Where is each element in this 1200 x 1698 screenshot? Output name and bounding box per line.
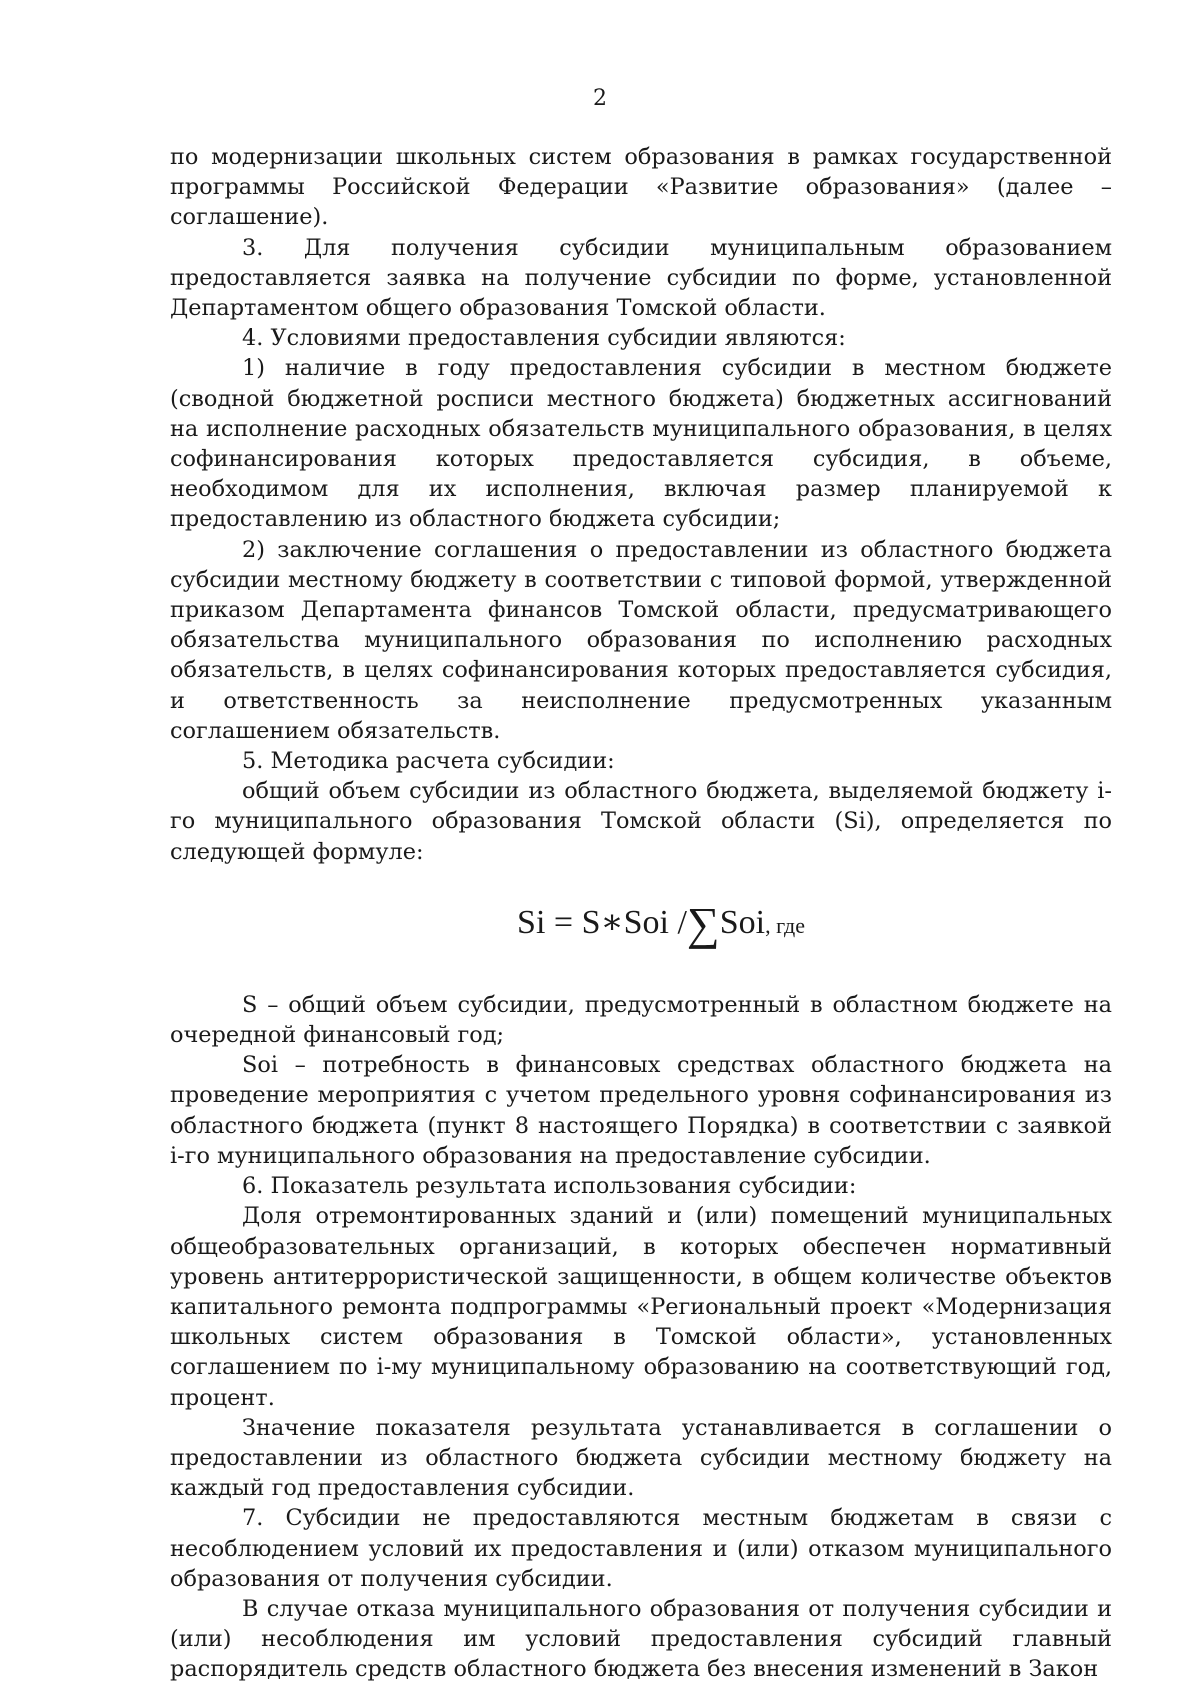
- formula-where-suffix: , где: [765, 912, 805, 938]
- page-number: 2: [593, 86, 607, 111]
- formula-si: Si: [517, 903, 546, 941]
- paragraph-p9: Soi – потребность в финансовых средствах областного бюджета на проведение мероприятия с учетом предельного уровня софинансирования из областного бюджета (пункт 8 настоящего Порядка) в соответствии с заявкой i-го муниципального образования на предоставление субсидии.: [170, 1052, 1112, 1169]
- paragraph-p11: Доля отремонтированных зданий и (или) помещений муниципальных общеобразовательных организаций, в которых обеспечен нормативный уровень антитеррористической защищенности, в общем количестве объектов капитального ремонта подпрограммы «Региональный проект «Модернизация школьных систем образования в Томской области», установленных соглашением по i-му муниципальному образованию на соответствующий год, процент.: [170, 1203, 1112, 1411]
- paragraph-p7: общий объем субсидии из областного бюджета, выделяемой бюджету i-го муниципального образования Томской области (Si), определяется по следующей формуле:: [170, 778, 1112, 865]
- paragraph-p2: 3. Для получения субсидии муниципальным образованием предоставляется заявка на получение субсидии по форме, установленной Департаментом общего образования Томской области.: [170, 234, 1112, 322]
- formula-slash: /: [677, 903, 687, 941]
- paragraph-p8: S – общий объем субсидии, предусмотренный в областном бюджете на очередной финансовый год;: [170, 991, 1112, 1049]
- paragraph-p12: Значение показателя результата устанавливается в соглашении о предоставлении из областного бюджета субсидии местному бюджету на каждый год предоставления субсидии.: [170, 1414, 1112, 1502]
- formula-sum-icon: ∑: [686, 897, 720, 949]
- paragraph-p1: по модернизации школьных систем образования в рамках государственной программы Российской Федерации «Развитие образования» (далее – соглашение).: [170, 144, 1112, 231]
- formula-equals: =: [553, 903, 574, 941]
- paragraphs-after-formula: [170, 990, 1112, 1685]
- paragraph-p3: 4. Условиями предоставления субсидии являются:: [242, 325, 846, 352]
- paragraph-p14: В случае отказа муниципального образования от получения субсидии и (или) несоблюдения им условий предоставления субсидий главный распорядитель средств областного бюджета без внесения изменений в Закон: [170, 1595, 1112, 1683]
- formula-soi: Soi: [623, 903, 669, 941]
- paragraph-p5: 2) заключение соглашения о предоставлении из областного бюджета субсидии местному бюджету в соответствии с типовой формой, утвержденной приказом Департамента финансов Томской области, предусматривающего обязательства муниципального образования по исполнению расходных обязательств, в целях софинансирования которых предоставляется субсидия, и ответственность за неисполнение предусмотренных указанным соглашением обязательств.: [170, 536, 1112, 744]
- formula-soi-sum: Soi: [719, 903, 766, 941]
- paragraph-p10: 6. Показатель результата использования субсидии:: [242, 1173, 857, 1200]
- paragraph-p4: 1) наличие в году предоставления субсидии в местном бюджете (сводной бюджетной росписи местного бюджета) бюджетных ассигнований на исполнение расходных обязательств муниципального образования, в целях софинансирования которых предоставляется субсидия, в объеме, необходимом для их исполнения, включая размер планируемой к предоставлению из областного бюджета субсидии;: [170, 355, 1112, 533]
- paragraph-p6: 5. Методика расчета субсидии:: [242, 748, 615, 775]
- paragraph-p13: 7. Субсидии не предоставляются местным бюджетам в связи с несоблюдением условий их предоставления и (или) отказом муниципального образования от получения субсидии.: [170, 1505, 1112, 1592]
- document-body: [170, 142, 1112, 1685]
- subsidy-formula: [170, 897, 1112, 949]
- paragraphs-before-formula: [170, 142, 1112, 867]
- formula-times: ∗: [600, 903, 624, 941]
- formula-s: S: [581, 903, 601, 941]
